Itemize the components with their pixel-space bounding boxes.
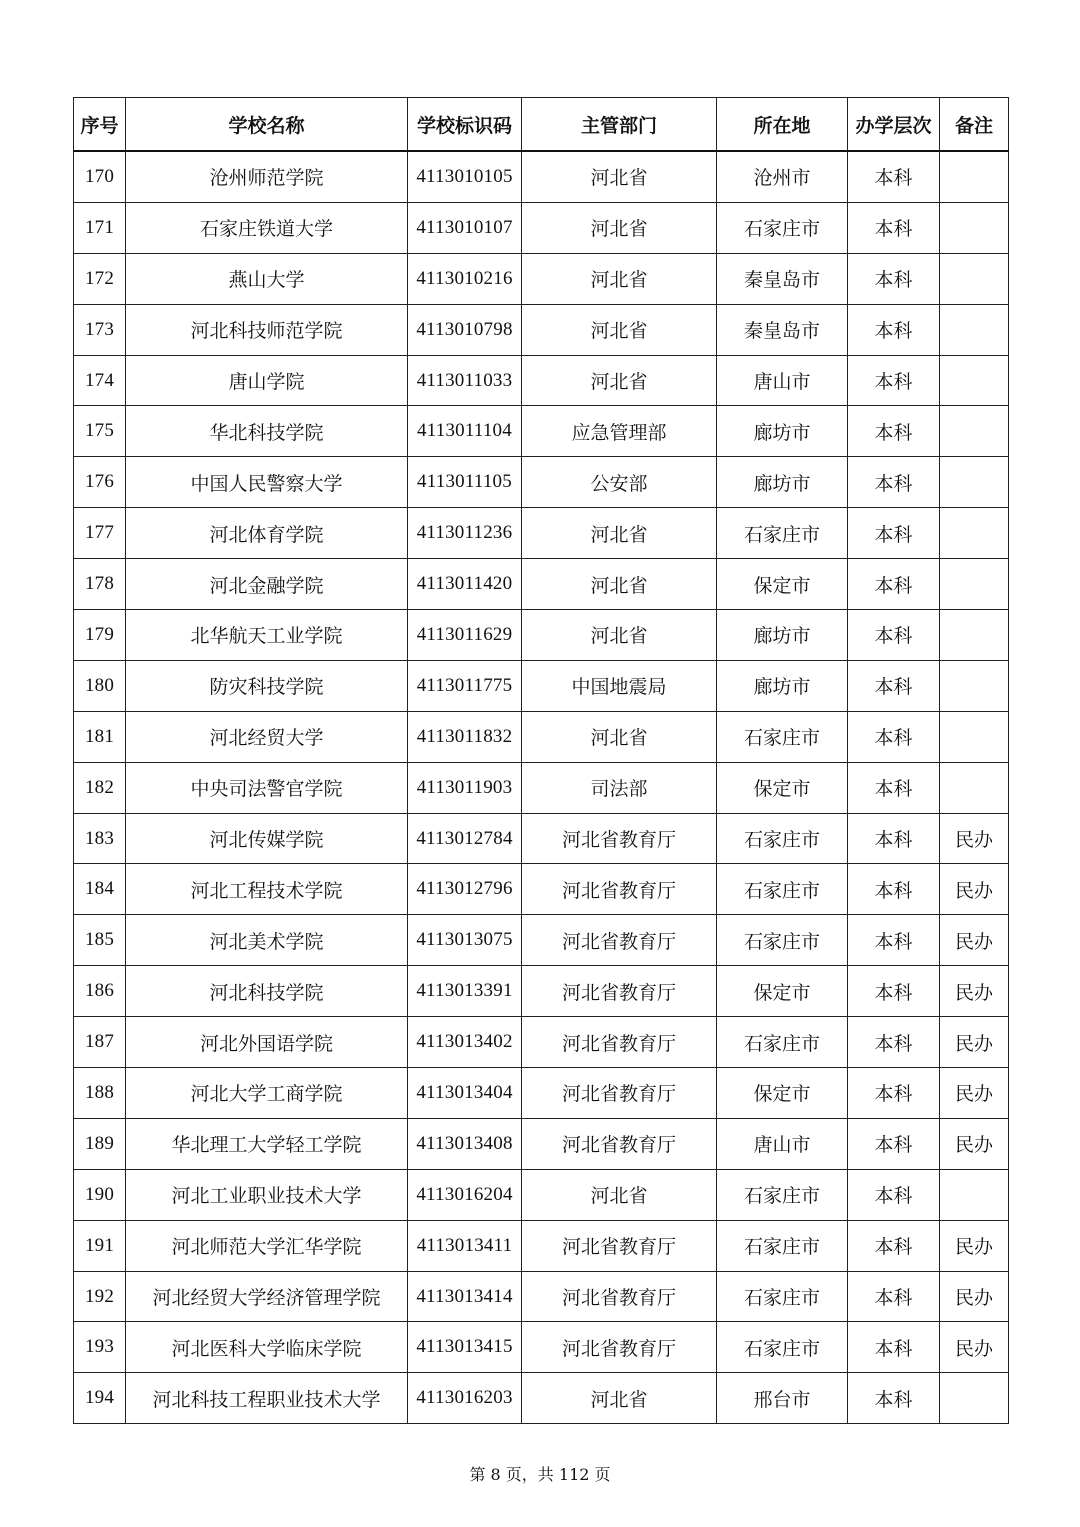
cell-school-code: 4113010798 [408, 304, 522, 355]
cell-school-name: 华北理工大学轻工学院 [126, 1118, 408, 1169]
cell-level: 本科 [848, 253, 940, 304]
cell-location: 石家庄市 [717, 864, 848, 915]
col-header-department: 主管部门 [522, 98, 717, 152]
cell-level: 本科 [848, 966, 940, 1017]
cell-school-name: 河北经贸大学 [126, 711, 408, 762]
cell-school-code: 4113011236 [408, 508, 522, 559]
institution-table [73, 97, 1009, 1424]
cell-level: 本科 [848, 1271, 940, 1322]
table-row [74, 915, 1009, 966]
cell-location: 保定市 [717, 1068, 848, 1119]
cell-remarks [940, 151, 1009, 202]
cell-department: 河北省教育厅 [522, 915, 717, 966]
table-row [74, 151, 1009, 202]
cell-school-name: 河北外国语学院 [126, 1017, 408, 1068]
cell-school-name: 中央司法警官学院 [126, 762, 408, 813]
cell-school-name: 河北体育学院 [126, 508, 408, 559]
cell-remarks [940, 1169, 1009, 1220]
cell-level: 本科 [848, 711, 940, 762]
cell-remarks [940, 406, 1009, 457]
cell-level: 本科 [848, 406, 940, 457]
cell-index: 174 [74, 355, 126, 406]
header-row [74, 98, 1009, 152]
cell-school-name: 河北工程技术学院 [126, 864, 408, 915]
cell-department: 河北省 [522, 559, 717, 610]
cell-department: 河北省教育厅 [522, 1068, 717, 1119]
cell-location: 秦皇岛市 [717, 253, 848, 304]
cell-location: 石家庄市 [717, 1220, 848, 1271]
cell-school-code: 4113013391 [408, 966, 522, 1017]
cell-school-name: 河北工业职业技术大学 [126, 1169, 408, 1220]
cell-index: 180 [74, 660, 126, 711]
table-row [74, 1118, 1009, 1169]
cell-school-name: 华北科技学院 [126, 406, 408, 457]
table-row [74, 864, 1009, 915]
table-row [74, 660, 1009, 711]
cell-level: 本科 [848, 559, 940, 610]
cell-location: 保定市 [717, 762, 848, 813]
cell-remarks: 民办 [940, 1220, 1009, 1271]
table-row [74, 202, 1009, 253]
table-row [74, 559, 1009, 610]
cell-department: 河北省 [522, 1169, 717, 1220]
cell-remarks [940, 559, 1009, 610]
cell-index: 185 [74, 915, 126, 966]
cell-index: 176 [74, 457, 126, 508]
table-row [74, 1373, 1009, 1424]
cell-remarks: 民办 [940, 1017, 1009, 1068]
cell-department: 河北省 [522, 610, 717, 661]
cell-school-name: 河北传媒学院 [126, 813, 408, 864]
table-row [74, 508, 1009, 559]
cell-location: 廊坊市 [717, 660, 848, 711]
table-row [74, 355, 1009, 406]
cell-location: 唐山市 [717, 355, 848, 406]
cell-location: 廊坊市 [717, 457, 848, 508]
cell-department: 河北省教育厅 [522, 1322, 717, 1373]
cell-school-name: 河北科技工程职业技术大学 [126, 1373, 408, 1424]
cell-department: 公安部 [522, 457, 717, 508]
table-row [74, 1220, 1009, 1271]
cell-index: 186 [74, 966, 126, 1017]
cell-location: 石家庄市 [717, 1017, 848, 1068]
cell-school-name: 沧州师范学院 [126, 151, 408, 202]
table-body [74, 151, 1009, 1424]
cell-index: 179 [74, 610, 126, 661]
cell-index: 193 [74, 1322, 126, 1373]
cell-index: 173 [74, 304, 126, 355]
cell-school-code: 4113013414 [408, 1271, 522, 1322]
cell-index: 189 [74, 1118, 126, 1169]
cell-school-name: 河北医科大学临床学院 [126, 1322, 408, 1373]
cell-index: 175 [74, 406, 126, 457]
cell-school-name: 北华航天工业学院 [126, 610, 408, 661]
cell-remarks: 民办 [940, 813, 1009, 864]
cell-department: 河北省教育厅 [522, 1017, 717, 1068]
col-header-school-name: 学校名称 [126, 98, 408, 152]
cell-department: 河北省教育厅 [522, 864, 717, 915]
cell-remarks [940, 355, 1009, 406]
cell-index: 190 [74, 1169, 126, 1220]
cell-level: 本科 [848, 762, 940, 813]
cell-school-code: 4113013415 [408, 1322, 522, 1373]
cell-school-code: 4113011832 [408, 711, 522, 762]
cell-location: 保定市 [717, 559, 848, 610]
cell-location: 邢台市 [717, 1373, 848, 1424]
cell-school-code: 4113013404 [408, 1068, 522, 1119]
cell-index: 172 [74, 253, 126, 304]
cell-school-code: 4113010216 [408, 253, 522, 304]
cell-department: 河北省教育厅 [522, 1220, 717, 1271]
cell-department: 河北省教育厅 [522, 1271, 717, 1322]
cell-index: 194 [74, 1373, 126, 1424]
table-row [74, 711, 1009, 762]
cell-level: 本科 [848, 1169, 940, 1220]
cell-school-code: 4113011105 [408, 457, 522, 508]
cell-remarks: 民办 [940, 1271, 1009, 1322]
table-row [74, 1017, 1009, 1068]
cell-remarks [940, 304, 1009, 355]
cell-index: 177 [74, 508, 126, 559]
cell-department: 河北省 [522, 151, 717, 202]
cell-location: 保定市 [717, 966, 848, 1017]
cell-remarks [940, 762, 1009, 813]
cell-school-code: 4113013402 [408, 1017, 522, 1068]
cell-school-name: 河北科技学院 [126, 966, 408, 1017]
cell-location: 唐山市 [717, 1118, 848, 1169]
cell-school-code: 4113016204 [408, 1169, 522, 1220]
cell-remarks [940, 253, 1009, 304]
cell-school-name: 河北师范大学汇华学院 [126, 1220, 408, 1271]
cell-location: 廊坊市 [717, 610, 848, 661]
cell-remarks: 民办 [940, 1068, 1009, 1119]
table-row [74, 1068, 1009, 1119]
cell-department: 河北省 [522, 355, 717, 406]
cell-remarks [940, 457, 1009, 508]
table-row [74, 304, 1009, 355]
cell-department: 司法部 [522, 762, 717, 813]
cell-level: 本科 [848, 1373, 940, 1424]
cell-school-name: 河北金融学院 [126, 559, 408, 610]
cell-school-code: 4113013075 [408, 915, 522, 966]
cell-school-name: 防灾科技学院 [126, 660, 408, 711]
cell-level: 本科 [848, 1220, 940, 1271]
cell-school-code: 4113011033 [408, 355, 522, 406]
table-row [74, 813, 1009, 864]
cell-level: 本科 [848, 304, 940, 355]
cell-location: 石家庄市 [717, 1169, 848, 1220]
cell-school-name: 石家庄铁道大学 [126, 202, 408, 253]
cell-location: 石家庄市 [717, 1322, 848, 1373]
cell-level: 本科 [848, 864, 940, 915]
cell-index: 191 [74, 1220, 126, 1271]
cell-index: 181 [74, 711, 126, 762]
cell-location: 廊坊市 [717, 406, 848, 457]
col-header-remarks: 备注 [940, 98, 1009, 152]
cell-school-code: 4113010105 [408, 151, 522, 202]
col-header-location: 所在地 [717, 98, 848, 152]
cell-level: 本科 [848, 457, 940, 508]
cell-school-name: 河北大学工商学院 [126, 1068, 408, 1119]
cell-remarks [940, 202, 1009, 253]
cell-remarks [940, 660, 1009, 711]
cell-location: 石家庄市 [717, 711, 848, 762]
cell-level: 本科 [848, 1017, 940, 1068]
table-row [74, 1169, 1009, 1220]
cell-remarks [940, 711, 1009, 762]
cell-department: 河北省 [522, 202, 717, 253]
cell-school-code: 4113013411 [408, 1220, 522, 1271]
cell-school-name: 唐山学院 [126, 355, 408, 406]
cell-location: 石家庄市 [717, 1271, 848, 1322]
cell-school-name: 河北科技师范学院 [126, 304, 408, 355]
table-row [74, 610, 1009, 661]
table-header [74, 98, 1009, 152]
cell-level: 本科 [848, 151, 940, 202]
cell-location: 石家庄市 [717, 915, 848, 966]
cell-remarks: 民办 [940, 915, 1009, 966]
cell-remarks [940, 508, 1009, 559]
table-row [74, 1271, 1009, 1322]
cell-level: 本科 [848, 355, 940, 406]
table-row [74, 762, 1009, 813]
cell-school-name: 燕山大学 [126, 253, 408, 304]
cell-level: 本科 [848, 660, 940, 711]
cell-remarks: 民办 [940, 1322, 1009, 1373]
cell-school-code: 4113011629 [408, 610, 522, 661]
cell-level: 本科 [848, 1322, 940, 1373]
cell-level: 本科 [848, 813, 940, 864]
cell-location: 沧州市 [717, 151, 848, 202]
cell-level: 本科 [848, 1118, 940, 1169]
col-header-level: 办学层次 [848, 98, 940, 152]
cell-level: 本科 [848, 1068, 940, 1119]
cell-location: 石家庄市 [717, 813, 848, 864]
cell-remarks: 民办 [940, 1118, 1009, 1169]
cell-index: 192 [74, 1271, 126, 1322]
cell-department: 河北省教育厅 [522, 966, 717, 1017]
table-row [74, 457, 1009, 508]
cell-department: 河北省 [522, 253, 717, 304]
cell-school-code: 4113011775 [408, 660, 522, 711]
cell-department: 河北省教育厅 [522, 813, 717, 864]
cell-location: 石家庄市 [717, 202, 848, 253]
cell-department: 河北省教育厅 [522, 1118, 717, 1169]
cell-department: 应急管理部 [522, 406, 717, 457]
cell-location: 石家庄市 [717, 508, 848, 559]
cell-level: 本科 [848, 610, 940, 661]
cell-remarks: 民办 [940, 966, 1009, 1017]
table-row [74, 253, 1009, 304]
cell-index: 182 [74, 762, 126, 813]
cell-department: 河北省 [522, 1373, 717, 1424]
cell-school-code: 4113011104 [408, 406, 522, 457]
cell-department: 河北省 [522, 508, 717, 559]
cell-school-code: 4113016203 [408, 1373, 522, 1424]
table-row [74, 966, 1009, 1017]
cell-school-code: 4113011903 [408, 762, 522, 813]
cell-level: 本科 [848, 915, 940, 966]
table-row [74, 1322, 1009, 1373]
cell-index: 171 [74, 202, 126, 253]
cell-index: 184 [74, 864, 126, 915]
cell-level: 本科 [848, 202, 940, 253]
cell-remarks [940, 610, 1009, 661]
cell-school-code: 4113012784 [408, 813, 522, 864]
cell-index: 183 [74, 813, 126, 864]
cell-school-code: 4113010107 [408, 202, 522, 253]
cell-index: 178 [74, 559, 126, 610]
cell-school-name: 河北美术学院 [126, 915, 408, 966]
cell-school-name: 中国人民警察大学 [126, 457, 408, 508]
cell-department: 河北省 [522, 304, 717, 355]
cell-remarks: 民办 [940, 864, 1009, 915]
cell-department: 河北省 [522, 711, 717, 762]
cell-school-name: 河北经贸大学经济管理学院 [126, 1271, 408, 1322]
cell-department: 中国地震局 [522, 660, 717, 711]
cell-level: 本科 [848, 508, 940, 559]
cell-school-code: 4113013408 [408, 1118, 522, 1169]
cell-school-code: 4113012796 [408, 864, 522, 915]
table-row [74, 406, 1009, 457]
col-header-school-code: 学校标识码 [408, 98, 522, 152]
cell-remarks [940, 1373, 1009, 1424]
cell-index: 170 [74, 151, 126, 202]
col-header-index: 序号 [74, 98, 126, 152]
cell-school-code: 4113011420 [408, 559, 522, 610]
cell-location: 秦皇岛市 [717, 304, 848, 355]
page-footer: 第 8 页，共 112 页 [469, 1465, 611, 1484]
cell-index: 188 [74, 1068, 126, 1119]
cell-index: 187 [74, 1017, 126, 1068]
